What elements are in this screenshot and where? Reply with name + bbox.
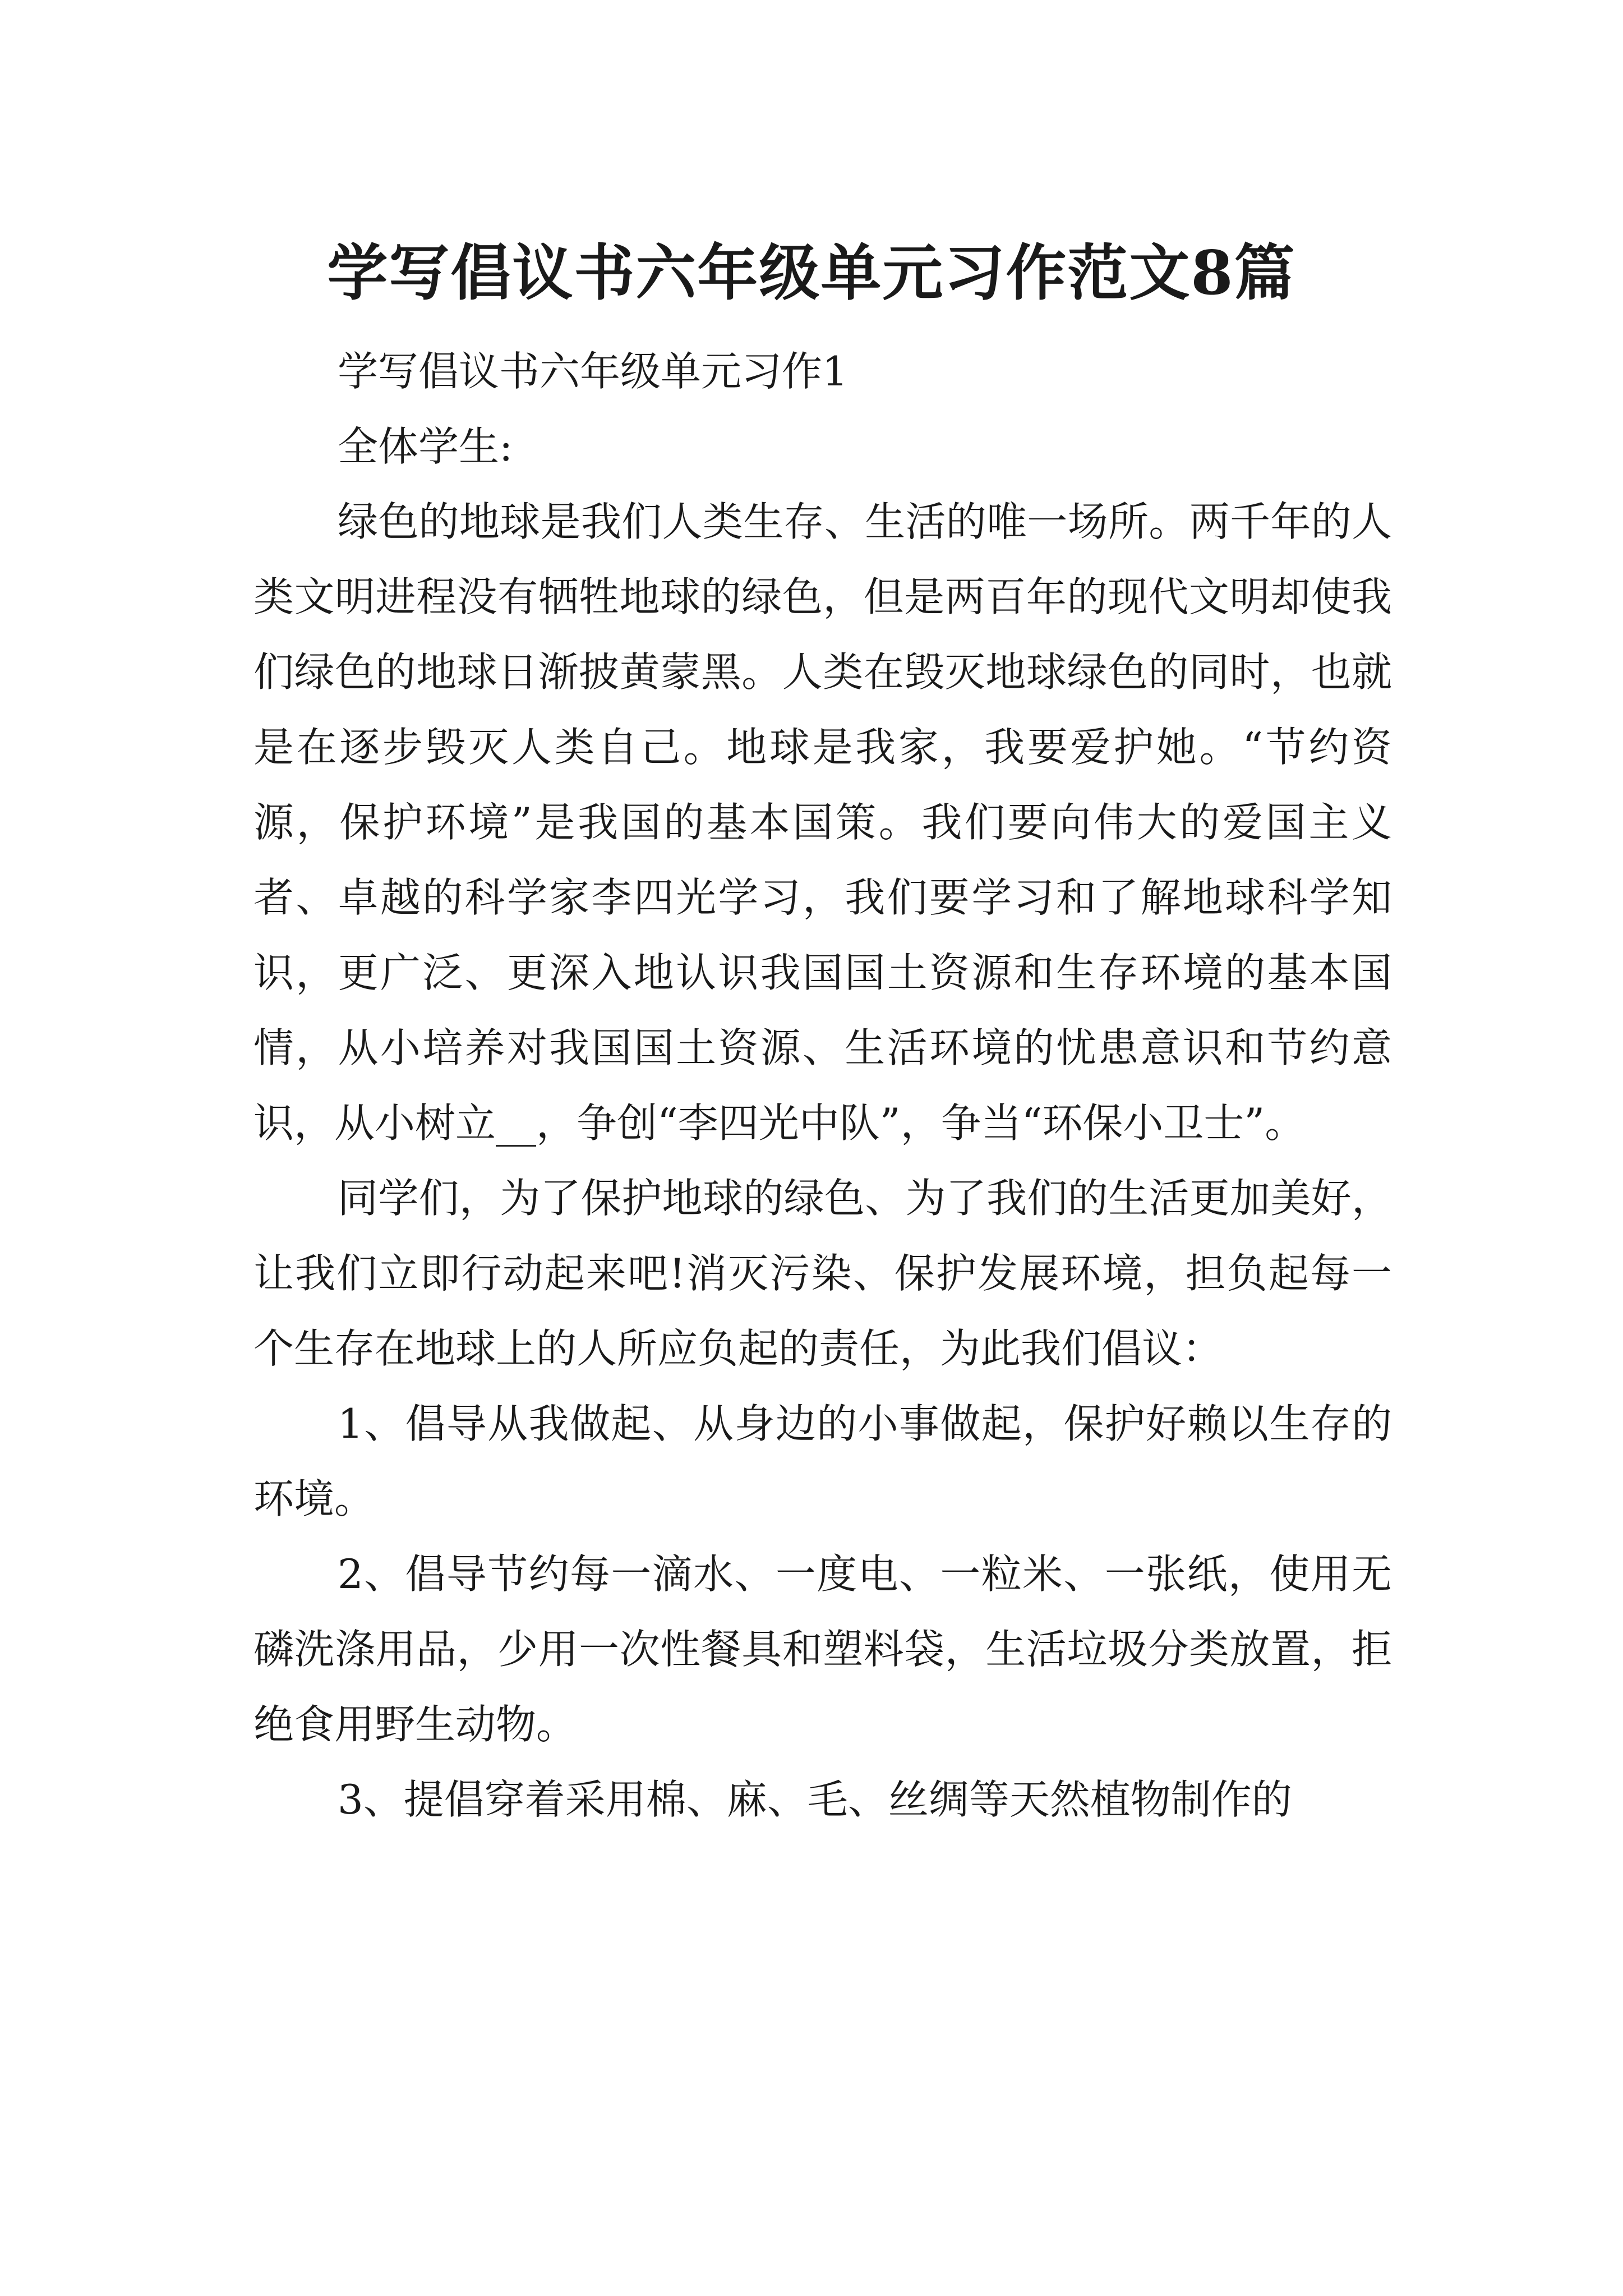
list-item: 3、提倡穿着采用棉、麻、毛、丝绸等天然植物制作的 bbox=[338, 1776, 1292, 1823]
salutation: 全体学生: bbox=[338, 423, 513, 470]
body-paragraph: 绿色的地球是我们人类生存、生活的唯一场所。两千年的人类文明进程没有牺牲地球的绿色，但是两百年的现代文明却使我们绿色的地球日渐披黄蒙黑。人类在毁灭地球绿色的同时，也就是在逐步毁灭人类自己。地球是我家，我要爱护她。“节约资源，保护环境”是我国的基本国策。我们要向伟大的爱国主义者、卓越的科学家李四光学习，我们要学习和了解地球科学知识，更广泛、更深入地认识我国国土资源和生存环境的基本国情，从小培养对我国国土资源、生活环境的忧患意识和节约意识，从小树立__，争创“李四光中队”，争当“环保小卫士”。 bbox=[253, 498, 1392, 1147]
body-paragraph: 同学们，为了保护地球的绿色、为了我们的生活更加美好，让我们立即行动起来吧!消灭污染、保护发展环境，担负起每一个生存在地球上的人所应负起的责任，为此我们倡议： bbox=[253, 1175, 1392, 1372]
list-item: 2、倡导节约每一滴水、一度电、一粒米、一张纸，使用无磷洗涤用品，少用一次性餐具和塑料袋，生活垃圾分类放置，拒绝食用野生动物。 bbox=[253, 1550, 1392, 1748]
document-title: 学写倡议书六年级单元习作范文8篇 bbox=[327, 238, 1296, 309]
list-item: 1、倡导从我做起、从身边的小事做起，保护好赖以生存的环境。 bbox=[253, 1400, 1392, 1522]
document-body bbox=[253, 334, 1392, 1837]
section-heading: 学写倡议书六年级单元习作1 bbox=[338, 348, 848, 395]
